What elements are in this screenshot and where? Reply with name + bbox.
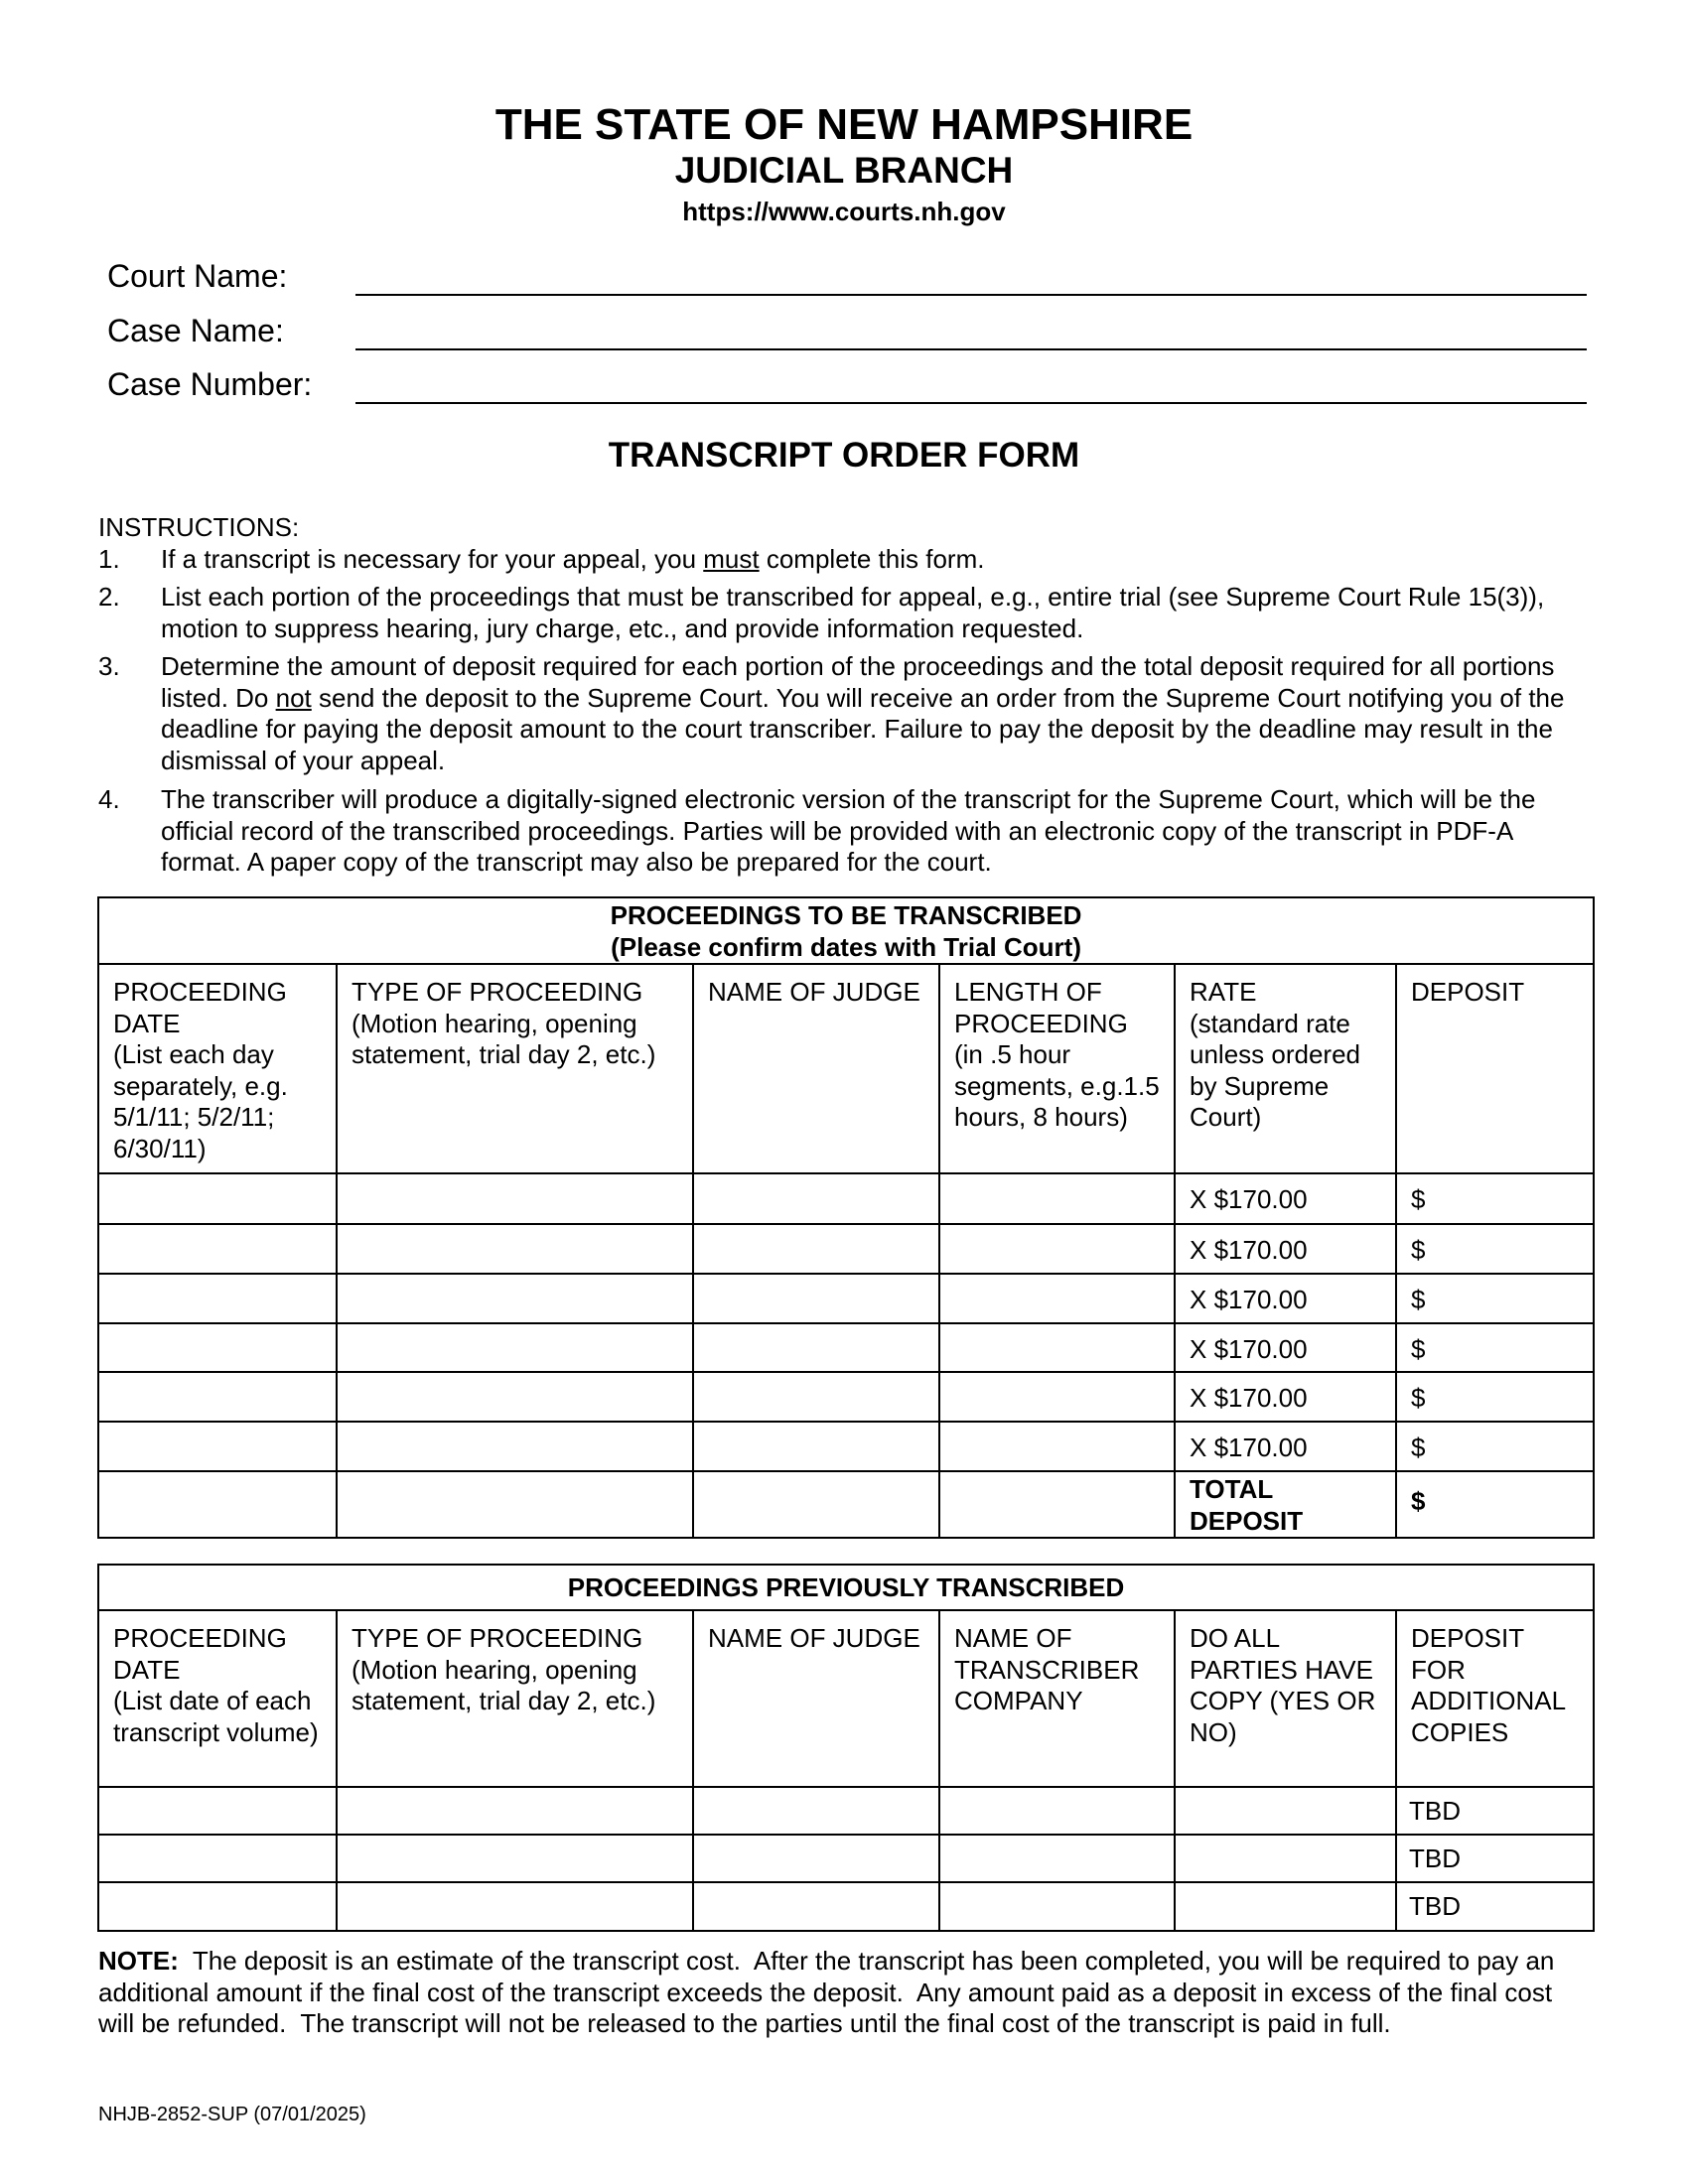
form-code: NHJB-2852-SUP (07/01/2025)	[98, 2104, 366, 2125]
header-type-of-proceeding: TYPE OF PROCEEDING (Motion hearing, opening statement, trial day 2, etc.)	[337, 964, 693, 1173]
rate-cell: X $170.00	[1175, 1173, 1396, 1224]
case-name-row	[107, 311, 1589, 350]
type-cell[interactable]	[337, 1471, 693, 1538]
case-number-input[interactable]	[355, 402, 1587, 404]
case-name-label: Case Name:	[107, 313, 284, 348]
instruction-text: If a transcript is necessary for your appeal, you must complete this form.	[161, 544, 985, 574]
judge-cell[interactable]	[693, 1173, 939, 1224]
judge-cell[interactable]	[693, 1787, 939, 1835]
judge-cell[interactable]	[693, 1224, 939, 1274]
deposit-cell[interactable]: $	[1396, 1323, 1594, 1372]
judge-cell[interactable]	[693, 1323, 939, 1372]
judge-cell[interactable]	[693, 1274, 939, 1323]
type-cell[interactable]	[337, 1173, 693, 1224]
deposit-cell[interactable]: $	[1396, 1173, 1594, 1224]
rate-cell: X $170.00	[1175, 1372, 1396, 1422]
case-name-input[interactable]	[355, 348, 1587, 350]
note-label: NOTE:	[98, 1946, 179, 1976]
length-cell[interactable]	[939, 1372, 1175, 1422]
rate-cell: X $170.00	[1175, 1422, 1396, 1471]
header-parties-have-copy: DO ALL PARTIES HAVE COPY (YES OR NO)	[1175, 1610, 1396, 1787]
header-length-of-proceeding: LENGTH OF PROCEEDING (in .5 hour segments, e.g.1.5 hours, 8 hours)	[939, 964, 1175, 1173]
length-cell[interactable]	[939, 1224, 1175, 1274]
judge-cell[interactable]	[693, 1422, 939, 1471]
state-title: THE STATE OF NEW HAMPSHIRE	[494, 100, 1194, 149]
date-cell[interactable]	[98, 1882, 337, 1931]
type-cell[interactable]	[337, 1224, 693, 1274]
instruction-text: The transcriber will produce a digitally-signed electronic version of the transcript for the Supreme Court, which will be the official record of the transcribed proceedings. Parties will be provided with an electronic copy of the transcript in PDF-A format. A paper copy of the transcript may also be prepared for the court.	[161, 784, 1536, 877]
court-name-row	[107, 256, 1589, 296]
transcriber-cell[interactable]	[939, 1787, 1175, 1835]
branch-title: JUDICIAL BRANCH	[674, 150, 1014, 191]
total-deposit-value[interactable]: $	[1396, 1471, 1594, 1538]
date-cell[interactable]	[98, 1422, 337, 1471]
case-number-label: Case Number:	[107, 366, 313, 402]
length-cell[interactable]	[939, 1323, 1175, 1372]
date-cell[interactable]	[98, 1224, 337, 1274]
judge-cell[interactable]	[693, 1372, 939, 1422]
header-deposit-additional-copies: DEPOSIT FOR ADDITIONAL COPIES	[1396, 1610, 1594, 1787]
table-row	[98, 1835, 1594, 1882]
header-transcriber-company: NAME OF TRANSCRIBER COMPANY	[939, 1610, 1175, 1787]
table-row	[98, 1173, 1594, 1224]
date-cell[interactable]	[98, 1835, 337, 1882]
court-name-label: Court Name:	[107, 258, 288, 294]
table-row	[98, 1274, 1594, 1323]
rate-cell: X $170.00	[1175, 1274, 1396, 1323]
type-cell[interactable]	[337, 1274, 693, 1323]
transcriber-cell[interactable]	[939, 1835, 1175, 1882]
date-cell[interactable]	[98, 1471, 337, 1538]
length-cell[interactable]	[939, 1422, 1175, 1471]
instruction-text: Determine the amount of deposit required for each portion of the proceedings and the total deposit required for all portions listed. Do not send the deposit to the Supreme Court. You will receive an order from the Supreme Court notifying you of the deadline for paying the deposit amount to the court transcriber. Failure to pay the deposit by the deadline may result in the dismissal of your appeal.	[161, 651, 1565, 775]
parties-copy-cell[interactable]	[1175, 1882, 1396, 1931]
table-header-row	[98, 964, 1594, 1173]
note-text: The deposit is an estimate of the transcript cost. After the transcript has been completed, you will be required to pay an additional amount if the final cost of the transcript exceeds the deposit. Any amount paid as a deposit in excess of the final cost will be refunded. The transcript will not be released to the parties until the final cost of the transcript is paid in full.	[98, 1946, 1562, 2038]
length-cell[interactable]	[939, 1274, 1175, 1323]
instruction-text: List each portion of the proceedings that must be transcribed for appeal, e.g., entire trial (see Supreme Court Rule 15(3)), motion to suppress hearing, jury charge, etc., and provide information requested.	[161, 582, 1545, 643]
type-cell[interactable]	[337, 1787, 693, 1835]
date-cell[interactable]	[98, 1372, 337, 1422]
website-url: https://www.courts.nh.gov	[682, 197, 1006, 226]
date-cell[interactable]	[98, 1787, 337, 1835]
header-proceeding-date: PROCEEDING DATE (List date of each transcript volume)	[98, 1610, 337, 1787]
type-cell[interactable]	[337, 1882, 693, 1931]
date-cell[interactable]	[98, 1323, 337, 1372]
case-number-row	[107, 364, 1589, 404]
header-type-of-proceeding: TYPE OF PROCEEDING (Motion hearing, opening statement, trial day 2, etc.)	[337, 1610, 693, 1787]
table-header-row	[98, 1610, 1594, 1787]
type-cell[interactable]	[337, 1323, 693, 1372]
deposit-cell[interactable]: $	[1396, 1372, 1594, 1422]
instructions-heading: INSTRUCTIONS:	[98, 512, 300, 542]
proceedings-to-transcribe-table	[97, 896, 1595, 1539]
instruction-number: 4.	[98, 784, 120, 814]
rate-cell: X $170.00	[1175, 1224, 1396, 1274]
deposit-cell[interactable]: $	[1396, 1422, 1594, 1471]
type-cell[interactable]	[337, 1422, 693, 1471]
parties-copy-cell[interactable]	[1175, 1787, 1396, 1835]
court-name-input[interactable]	[355, 294, 1587, 296]
table-row	[98, 1882, 1594, 1931]
table-row	[98, 1224, 1594, 1274]
instruction-number: 3.	[98, 651, 120, 681]
table-row	[98, 1787, 1594, 1835]
instruction-number: 1.	[98, 544, 120, 574]
type-cell[interactable]	[337, 1372, 693, 1422]
length-cell[interactable]	[939, 1471, 1175, 1538]
note-paragraph	[98, 1946, 1588, 2040]
additional-deposit-cell: TBD	[1396, 1882, 1594, 1931]
header-name-of-judge: NAME OF JUDGE	[693, 1610, 939, 1787]
table-row	[98, 1422, 1594, 1471]
table-row	[98, 1372, 1594, 1422]
proceedings-previously-transcribed-table	[97, 1564, 1595, 1932]
table-title: PROCEEDINGS PREVIOUSLY TRANSCRIBED	[98, 1565, 1594, 1610]
total-deposit-label: TOTAL DEPOSIT	[1175, 1471, 1396, 1538]
type-cell[interactable]	[337, 1835, 693, 1882]
length-cell[interactable]	[939, 1173, 1175, 1224]
instruction-number: 2.	[98, 582, 120, 612]
date-cell[interactable]	[98, 1274, 337, 1323]
header-rate: RATE (standard rate unless ordered by Supreme Court)	[1175, 964, 1396, 1173]
total-row	[98, 1471, 1594, 1538]
rate-cell: X $170.00	[1175, 1323, 1396, 1372]
table-title: PROCEEDINGS TO BE TRANSCRIBED (Please confirm dates with Trial Court)	[98, 897, 1594, 964]
judge-cell[interactable]	[693, 1835, 939, 1882]
judge-cell[interactable]	[693, 1882, 939, 1931]
date-cell[interactable]	[98, 1173, 337, 1224]
header-name-of-judge: NAME OF JUDGE	[693, 964, 939, 1173]
deposit-cell[interactable]: $	[1396, 1274, 1594, 1323]
judge-cell[interactable]	[693, 1471, 939, 1538]
transcriber-cell[interactable]	[939, 1882, 1175, 1931]
header-deposit: DEPOSIT	[1396, 964, 1594, 1173]
parties-copy-cell[interactable]	[1175, 1835, 1396, 1882]
header-proceeding-date: PROCEEDING DATE (List each day separately, e.g. 5/1/11; 5/2/11; 6/30/11)	[98, 964, 337, 1173]
additional-deposit-cell: TBD	[1396, 1787, 1594, 1835]
deposit-cell[interactable]: $	[1396, 1224, 1594, 1274]
form-title: TRANSCRIPT ORDER FORM	[608, 436, 1080, 475]
additional-deposit-cell: TBD	[1396, 1835, 1594, 1882]
table-row	[98, 1323, 1594, 1372]
